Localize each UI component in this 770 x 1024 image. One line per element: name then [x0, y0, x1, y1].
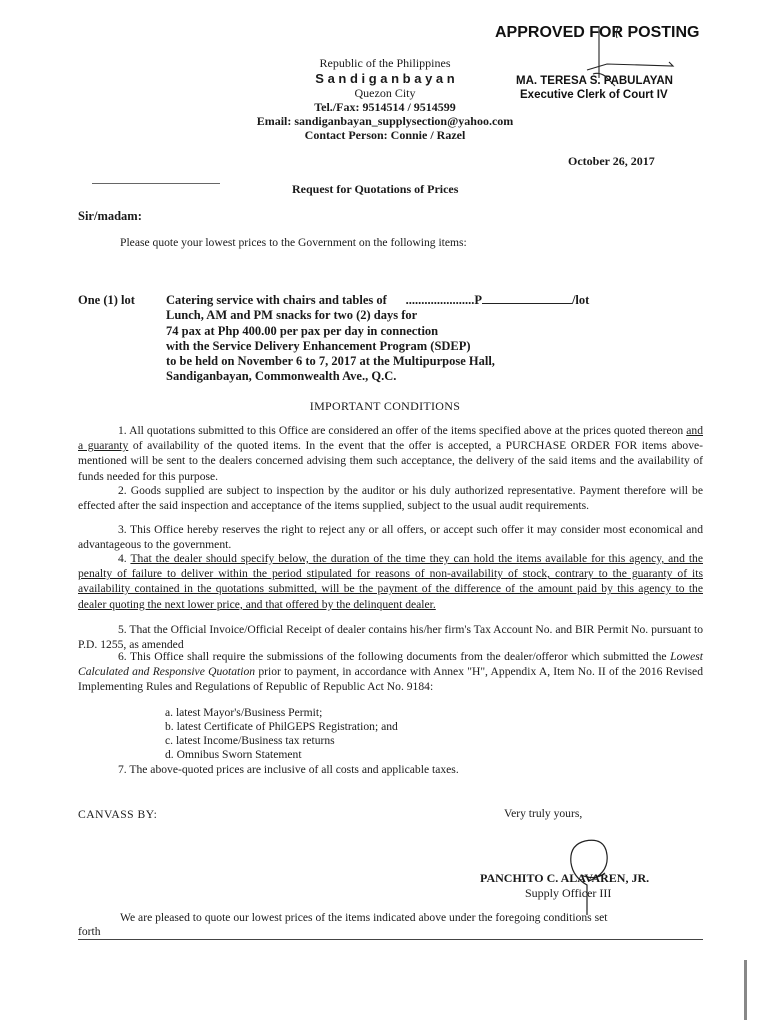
list-item: d. Omnibus Sworn Statement	[165, 748, 302, 761]
item-unit: /lot	[571, 293, 590, 307]
letterhead-telfax: Tel./Fax: 9514514 / 9514599	[314, 100, 456, 114]
condition-2: 2. Goods supplied are subject to inspection by the auditor or his duly authorized representative. Payment therefore will be effected after the said inspection and acceptance of the items supplied, subject to the usual audit requirements.	[78, 484, 703, 513]
canvass-by-label: CANVASS BY:	[78, 808, 158, 821]
letter-date: October 26, 2017	[568, 154, 655, 168]
scan-edge-mark	[744, 960, 747, 1020]
document-title: Request for Quotations of Prices	[292, 182, 459, 196]
item-quantity: One (1) lot	[78, 293, 135, 307]
approval-stamp-name: MA. TERESA S. PABULAYAN	[516, 75, 673, 87]
letterhead-contact: Contact Person: Connie / Razel	[304, 128, 466, 142]
intro-text: Please quote your lowest prices to the Government on the following items:	[120, 236, 467, 249]
item-line-3: 74 pax at Php 400.00 per pax per day in connection	[166, 323, 439, 338]
condition-3: 3. This Office hereby reserves the right to reject any or all offers, or accept such offer it may consider most economical and advantageous to the government.	[78, 523, 703, 552]
item-line-5: to be held on November 6 to 7, 2017 at the Multipurpose Hall,	[166, 354, 495, 369]
bottom-rule	[78, 939, 703, 940]
signatory-name: PANCHITO C. ALAVAREN, JR.	[480, 871, 650, 885]
condition-1: 1. All quotations submitted to this Office are considered an offer of the items specified above at the prices quoted thereon and a guaranty of availability of the quoted items. In the event that the offer is accepted, a PURCHASE ORDER FOR items above-mentioned will be sent to the dealers concerned advising them such acceptance, the delivery of the said items and the availability of funds needed for this purpose.	[78, 424, 703, 483]
salutation: Sir/madam:	[78, 209, 142, 223]
letterhead-email: Email: sandiganbayan_supplysection@yahoo.com	[256, 114, 514, 128]
letterhead-republic: Republic of the Philippines	[319, 56, 451, 70]
letterhead-agency: S a n d i g a n b a y a n	[315, 71, 455, 86]
approval-stamp-position: Executive Clerk of Court IV	[520, 89, 668, 101]
conditions-title: IMPORTANT CONDITIONS	[309, 399, 461, 413]
letterhead-city: Quezon City	[354, 86, 416, 100]
list-item: b. latest Certificate of PhilGEPS Registration; and	[165, 720, 398, 733]
quotation-statement-forth: forth	[78, 925, 101, 938]
condition-7: 7. The above-quoted prices are inclusive of all costs and applicable taxes.	[118, 763, 459, 776]
condition-4: 4. That the dealer should specify below, the duration of the time they can hold the items available for this agency, and the penalty of failure to deliver within the period stipulated for reasons of non-availability of stock, contrary to the guaranty of its availability contained in the quotations submitted, will be the payment of the difference of the amount paid by this agency to the dealer quoting the next lower price, and that offered by the delinquent dealer.	[78, 552, 703, 611]
item-dots: ......................P	[405, 293, 482, 307]
list-item: a. latest Mayor's/Business Permit;	[165, 706, 323, 719]
condition-5: 5. That the Official Invoice/Official Receipt of dealer contains his/her firm's Tax Account No. and BIR Permit No. pursuant to P.D. 1255, as amended	[78, 623, 703, 652]
closing: Very truly yours,	[504, 807, 583, 820]
top-rule	[92, 183, 220, 184]
item-line-4: with the Service Delivery Enhancement Program (SDEP)	[166, 338, 471, 353]
condition-6: 6. This Office shall require the submissions of the following documents from the dealer/offeror which submitted the Lowest Calculated and Responsive Quotation prior to payment, in accordance with Annex "H", Appendix A, Item No. II of the 2016 Revised Implementing Rules and Regulations of Republic of Republic Act No. 9184:	[78, 650, 703, 694]
item-line-2: Lunch, AM and PM snacks for two (2) days for	[166, 308, 418, 323]
signatory-position: Supply Officer III	[525, 886, 612, 900]
signatory-signature	[565, 815, 625, 925]
item-description	[166, 293, 666, 385]
approval-signature	[555, 22, 675, 92]
item-line-1: Catering service with chairs and tables of	[166, 293, 387, 307]
required-documents-list	[165, 706, 398, 762]
price-blank	[482, 303, 572, 304]
item-line-6: Sandiganbayan, Commonwealth Ave., Q.C.	[166, 369, 397, 384]
approval-stamp-title: APPROVED FOR POSTING	[495, 24, 700, 41]
quotation-statement: We are pleased to quote our lowest prices of the items indicated above under the foregoing conditions set	[120, 911, 608, 924]
list-item: c. latest Income/Business tax returns	[165, 734, 335, 747]
